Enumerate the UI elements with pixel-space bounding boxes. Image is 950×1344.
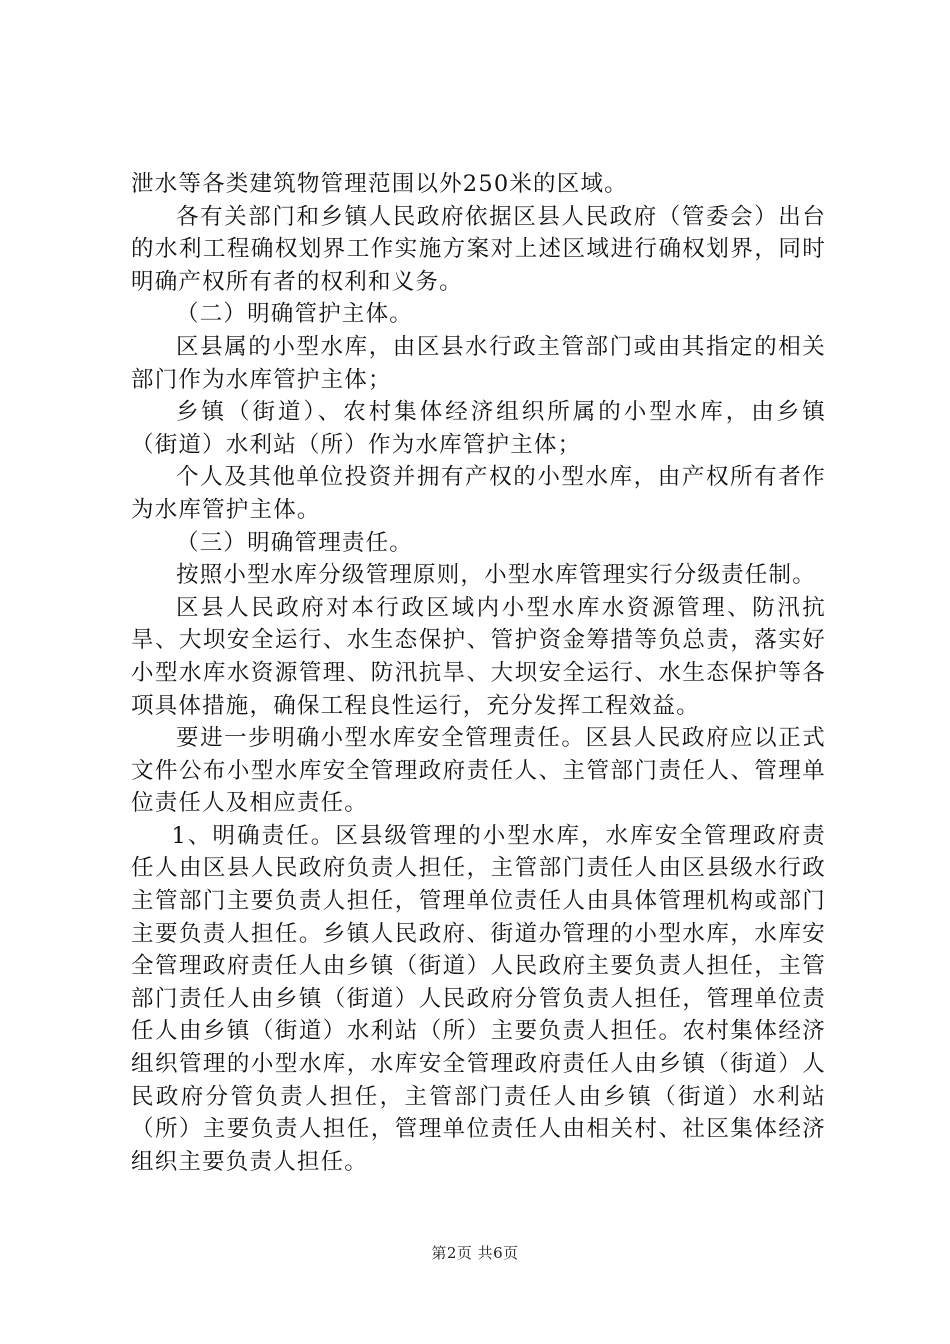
paragraph-county-reservoir: 区县属的小型水库，由区县水行政主管部门或由其指定的相关部门作为水库管护主体； [131,333,826,393]
paragraph-item-1: 1、明确责任。区县级管理的小型水库，水库安全管理政府责任人由区县人民政府负责人担任，主管部门责任人由区县级水行政主管部门主要负责人担任，管理单位责任人由具体管理机构或部门主要负责人担任。乡镇人民政府、街道办管理的小型水库，水库安全管理政府责任人由乡镇（街道）人民政府主要负责人担任，主管部门责任人由乡镇（街道）人民政府分管负责人担任，管理单位责任人由乡镇（街道）水利站（所）主要负责人担任。农村集体经济组织管理的小型水库，水库安全管理政府责任人由乡镇（街道）人民政府分管负责人担任，主管部门责任人由乡镇（街道）水利站（所）主要负责人担任，管理单位责任人由相关村、社区集体经济组织主要负责人担任。 [131,822,826,1175]
paragraph-county-responsibility: 区县人民政府对本行政区域内小型水库水资源管理、防汛抗旱、大坝安全运行、水生态保护、管护资金筹措等负总责，落实好小型水库水资源管理、防汛抗旱、大坝安全运行、水生态保护等各项具体措施，确保工程良性运行，充分发挥工程效益。 [131,594,826,719]
paragraph-safety-responsibility: 要进一步明确小型水库安全管理责任。区县人民政府应以正式文件公布小型水库安全管理政府责任人、主管部门责任人、管理单位责任人及相应责任。 [131,725,826,817]
paragraph-township-reservoir: 乡镇（街道）、农村集体经济组织所属的小型水库，由乡镇（街道）水利站（所）作为水库管护主体； [131,399,826,458]
document-body [131,168,826,1178]
section-heading-3: （三）明确管理责任。 [176,529,414,556]
paragraph-continuation: 泄水等各类建筑物管理范围以外250米的区域。 [131,171,628,197]
page-footer: 第2页 共6页 [431,1244,519,1262]
paragraph-jurisdiction: 各有关部门和乡镇人民政府依据区县人民政府（管委会）出台的水利工程确权划界工作实施方案对上述区域进行确权划界，同时明确产权所有者的权利和义务。 [131,203,826,295]
paragraph-private-reservoir: 个人及其他单位投资并拥有产权的小型水库，由产权所有者作为水库管护主体。 [131,464,826,523]
paragraph-tiered-management: 按照小型水库分级管理原则，小型水库管理实行分级责任制。 [176,562,816,589]
section-heading-2: （二）明确管护主体。 [176,301,414,328]
